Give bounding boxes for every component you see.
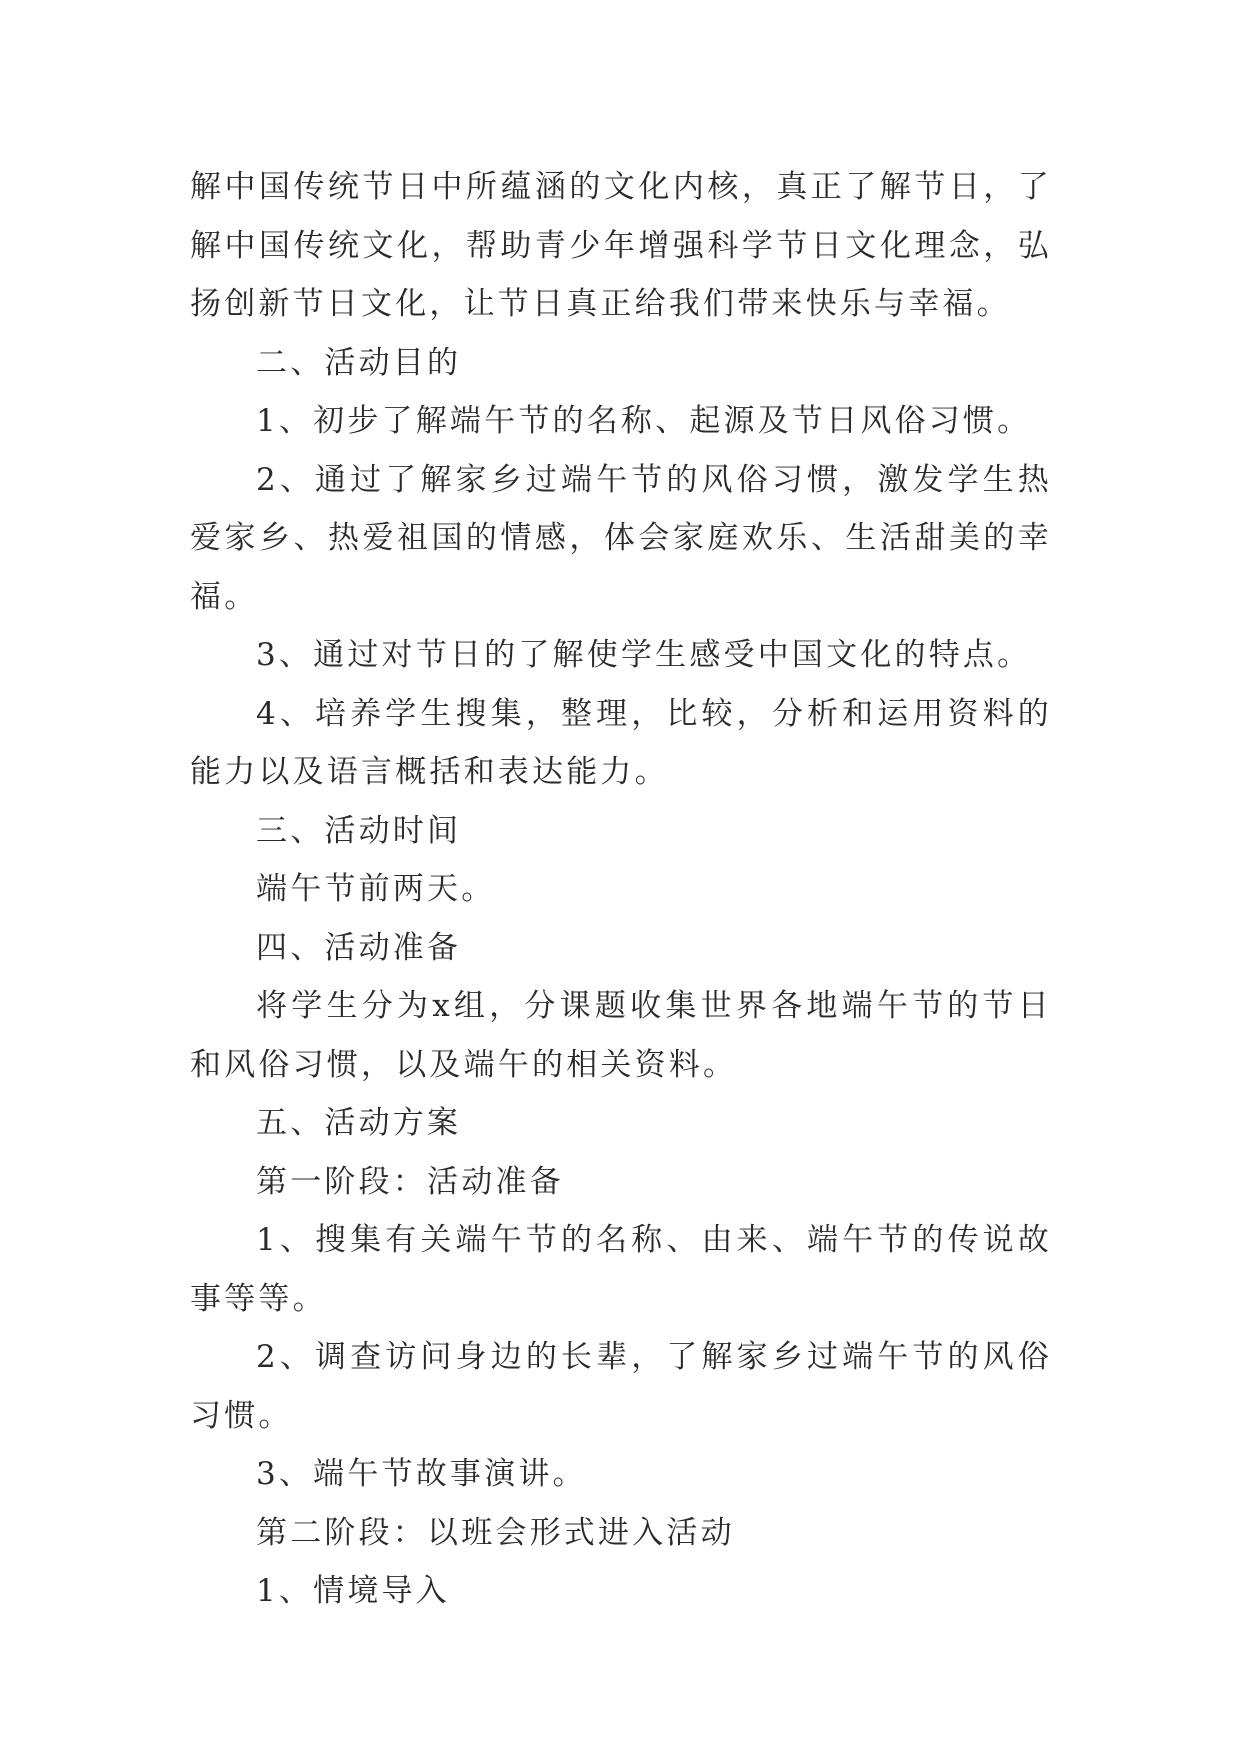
- list-item: 1、搜集有关端午节的名称、由来、端午节的传说故事等等。: [190, 1222, 1052, 1317]
- list-item: 4、培养学生搜集，整理，比较，分析和运用资料的能力以及语言概括和表达能力。: [190, 695, 1052, 790]
- section-heading-purpose: 二、活动目的: [256, 344, 462, 381]
- section-heading-plan: 五、活动方案: [256, 1105, 462, 1141]
- list-item: 1、初步了解端午节的名称、起源及节日风俗习惯。: [256, 403, 1032, 439]
- list-item: 2、通过了解家乡过端午节的风俗习惯，激发学生热爱家乡、热爱祖国的情感，体会家庭欢乐、生活甜美的幸福。: [190, 461, 1052, 615]
- list-item: 3、端午节故事演讲。: [256, 1456, 587, 1492]
- stage-heading: 第二阶段：以班会形式进入活动: [256, 1514, 735, 1551]
- section-heading-time: 三、活动时间: [256, 812, 462, 849]
- body-paragraph: 端午节前两天。: [256, 871, 496, 907]
- list-item: 3、通过对节日的了解使学生感受中国文化的特点。: [256, 637, 1032, 673]
- stage-heading: 第一阶段：活动准备: [256, 1163, 564, 1200]
- body-paragraph: 将学生分为x组，分课题收集世界各地端午节的节日和风俗习惯，以及端午的相关资料。: [190, 988, 1052, 1083]
- document-body: [190, 158, 1052, 1621]
- list-item: 1、情境导入: [256, 1573, 450, 1609]
- list-item: 2、调查访问身边的长辈，了解家乡过端午节的风俗习惯。: [190, 1339, 1052, 1434]
- body-paragraph: 解中国传统节日中所蕴涵的文化内核，真正了解节日，了解中国传统文化，帮助青少年增强科学节日文化理念，弘扬创新节日文化，让节日真正给我们带来快乐与幸福。: [190, 169, 1052, 322]
- section-heading-preparation: 四、活动准备: [256, 929, 462, 966]
